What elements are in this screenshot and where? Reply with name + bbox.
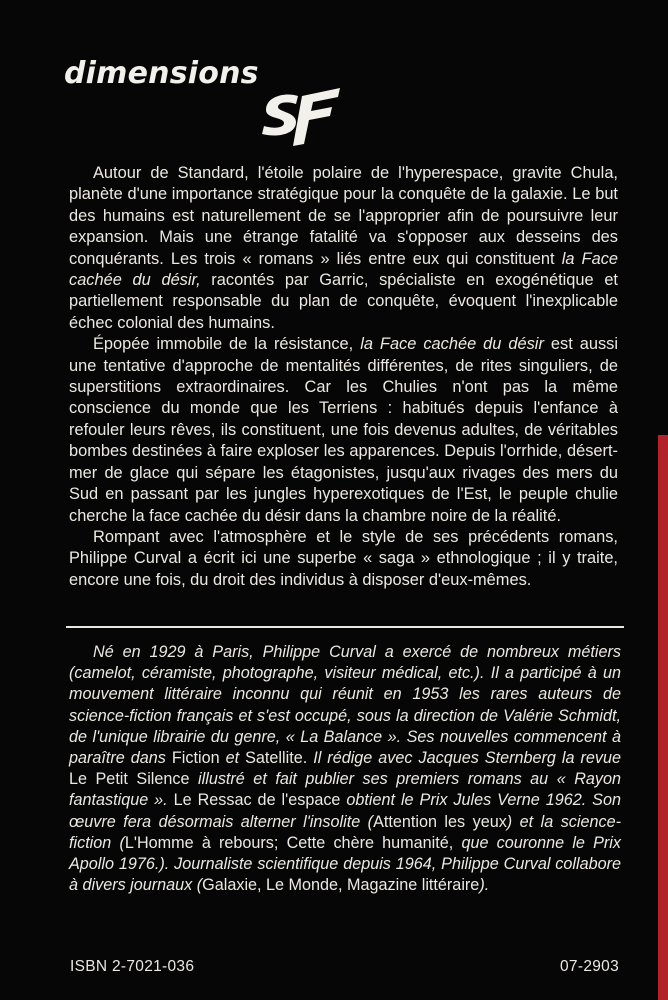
bio-text: ). xyxy=(479,876,490,895)
author-biography xyxy=(69,642,621,896)
synopsis-p1-text-b: racontés par Garric, spécialiste en exogénétique et partiellement responsable du plan de conquête, évoquent l'inexplicable échec colonial des humains. xyxy=(69,271,618,332)
bio-text: ) et la science-fiction ( xyxy=(69,812,621,852)
logo-wordmark: dimensions xyxy=(64,56,259,91)
synopsis-paragraph-1 xyxy=(69,163,618,334)
red-edge-strip xyxy=(658,435,668,1000)
bio-text: que couronne le Prix Apollo 1976.). Journaliste scientifique depuis 1964, Philippe Curval collabore à divers journaux ( xyxy=(69,833,621,895)
section-divider xyxy=(66,626,624,628)
dimensions-sf-logo xyxy=(64,48,364,148)
synopsis-p2-text-b: est aussi une tentative d'approche de mentalités différentes, de rites singuliers, de superstitions extraordinaires. Car les Chulies n'ont pas la même conscience du monde que les Terriens : habitués depuis l'enfance à refouler leurs rêves, ils constituent, une fois devenus adultes, de véritables bombes destinées à faire exploser les apparences. Depuis l'orrhide, désert-mer de glace qui sépare les étagonistes, jusqu'aux rivages des mers du Sud en passant par les jungles hyperexotiques de l'Est, le peuple chulie cherche la face cachée du désir dans la chambre noire de la réalité. xyxy=(69,335,618,525)
bio-text: Né en 1929 à Paris, Philippe Curval a exercé de nombreux métiers (camelot, céramiste, photographe, visiteur médical, etc.). Il a participé à un mouvement littéraire inconnu qui réunit en 1953 les rares auteurs de science-fiction français et s'est occupé, sous la direction de Valérie Schmidt, de l'unique librairie du genre, « La Balance ». Ses nouvelles commencent à paraître dans xyxy=(69,643,621,768)
synopsis-p1-text-a: Autour de Standard, l'étoile polaire de l'hyperespace, gravite Chula, planète d'une importance stratégique pour la conquête de la galaxie. Le but des humains est naturellement de se l'approprier afin de poursuivre leur expansion. Mais une étrange fatalité va s'opposer aux desseins des conquérants. Les trois « romans » liés entre eux qui constituent xyxy=(69,164,618,268)
publication-title: Galaxie, Le Monde, Magazine littéraire xyxy=(202,876,480,895)
synopsis-p2-text-a: Épopée immobile de la résistance, xyxy=(93,335,361,354)
sf-logo-mark-icon xyxy=(256,66,346,146)
book-title-reference: la Face cachée du désir, xyxy=(69,249,619,290)
bio-text: Il rédige avec Jacques Sternberg la revue xyxy=(307,749,621,768)
publication-title: Le Petit Silence xyxy=(69,770,190,789)
publication-title: Satellite. xyxy=(245,749,308,768)
synopsis-text xyxy=(69,163,618,591)
isbn-number: ISBN 2-7021-036 xyxy=(70,958,195,975)
biography-paragraph xyxy=(69,642,621,896)
synopsis-paragraph-3: Rompant avec l'atmosphère et le style de ses précédents romans, Philippe Curval a écrit ici une superbe « saga » ethnologique ; il y traite, encore une fois, du droit des individus à disposer d'eux-mêmes. xyxy=(69,527,618,589)
synopsis-paragraph-2 xyxy=(69,334,618,527)
publication-title: Attention les yeux xyxy=(373,812,507,831)
publication-title: Le Ressac de l'espace xyxy=(173,791,341,810)
publication-title: L'Homme à rebours; Cette chère humanité, xyxy=(124,833,454,852)
publication-title: Fiction xyxy=(171,749,220,768)
bio-text: obtient le Prix Jules Verne 1962. Son œuvre fera désormais alterner l'insolite ( xyxy=(69,791,621,831)
bio-text: illustré et fait publier ses premiers romans au « Rayon fantastique ». xyxy=(69,770,622,810)
bio-text: et xyxy=(219,749,246,768)
book-title-reference: la Face cachée du désir xyxy=(360,335,544,354)
catalog-code: 07-2903 xyxy=(560,958,619,975)
